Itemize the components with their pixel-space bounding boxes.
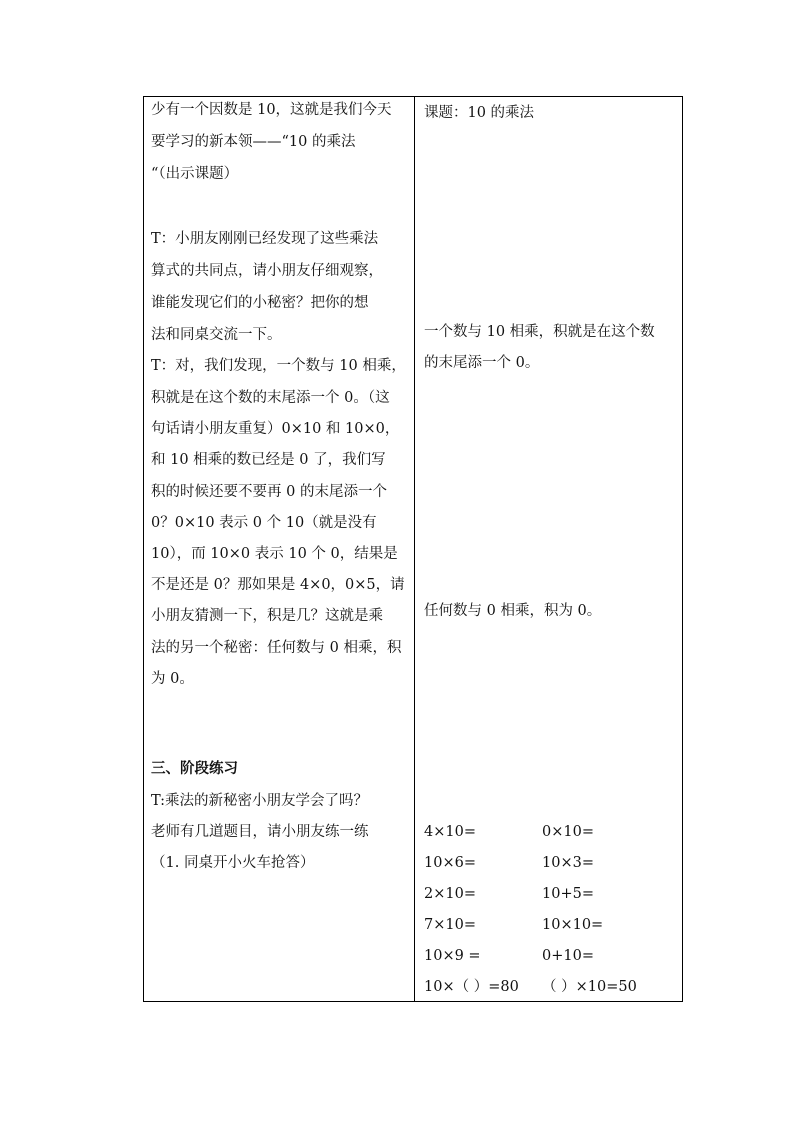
lesson-topic: 课题：10 的乘法	[424, 105, 535, 121]
explain-line: 0？0×10 表示 0 个 10（就是没有	[151, 515, 377, 531]
exercise-item: 10×10=	[542, 917, 604, 933]
zero-rule: 任何数与 0 相乘，积为 0。	[424, 603, 602, 619]
practice-line: T:乘法的新秘密小朋友学会了吗？	[151, 793, 369, 809]
exercise-item: 4×10=	[424, 824, 476, 840]
explain-line: 为 0。	[151, 671, 194, 687]
practice-line: 老师有几道题目，请小朋友练一练	[151, 824, 369, 840]
intro-line: “（出示课题）	[151, 166, 239, 182]
exercise-item: 10×9 =	[424, 948, 481, 964]
explain-line: 句话请小朋友重复）0×10 和 10×0，	[151, 421, 400, 437]
explain-line: 积的时候还要不要再 0 的末尾添一个	[151, 484, 387, 500]
section-heading: 三、阶段练习	[151, 760, 238, 777]
exercise-item: 10×（ ）=80	[424, 979, 519, 995]
explain-line: 法的另一个秘密：任何数与 0 相乘，积	[151, 640, 402, 656]
board-design-column	[415, 97, 682, 1001]
rule-line: 一个数与 10 相乘，积就是在这个数	[424, 324, 655, 340]
exercise-item: 10×6=	[424, 855, 476, 871]
exercise-item: 7×10=	[424, 917, 476, 933]
discover-line: 算式的共同点，请小朋友仔细观察，	[151, 263, 383, 279]
intro-line: 少有一个因数是 10，这就是我们今天	[151, 102, 392, 118]
exercise-item: 0+10=	[542, 948, 594, 964]
discover-line: 法和同桌交流一下。	[151, 327, 282, 343]
exercise-item: 10×3=	[542, 855, 594, 871]
discover-line: 谁能发现它们的小秘密？把你的想	[151, 295, 369, 311]
rule-line: 的末尾添一个 0。	[424, 355, 540, 371]
intro-line: 要学习的新本领——“10 的乘法	[151, 134, 356, 150]
exercise-item: （ ）×10=50	[542, 979, 637, 995]
exercise-item: 10+5=	[542, 886, 594, 902]
explain-line: 积就是在这个数的末尾添一个 0。（这	[151, 390, 390, 406]
explain-line: 10），而 10×0 表示 10 个 0，结果是	[151, 546, 398, 562]
practice-line: （1. 同桌开小火车抢答）	[151, 855, 315, 871]
explain-line: 不是还是 0？那如果是 4×0，0×5，请	[151, 577, 405, 593]
lesson-plan-table	[143, 96, 683, 1002]
exercise-item: 2×10=	[424, 886, 476, 902]
explain-line: 小朋友猜测一下，积是几？这就是乘	[151, 608, 383, 624]
teaching-process-column	[144, 97, 415, 1001]
explain-line: 和 10 相乘的数已经是 0 了，我们写	[151, 452, 386, 468]
explain-line: T：对，我们发现，一个数与 10 相乘，	[151, 358, 406, 374]
exercise-item: 0×10=	[542, 824, 594, 840]
discover-line: T：小朋友刚刚已经发现了这些乘法	[151, 231, 379, 247]
